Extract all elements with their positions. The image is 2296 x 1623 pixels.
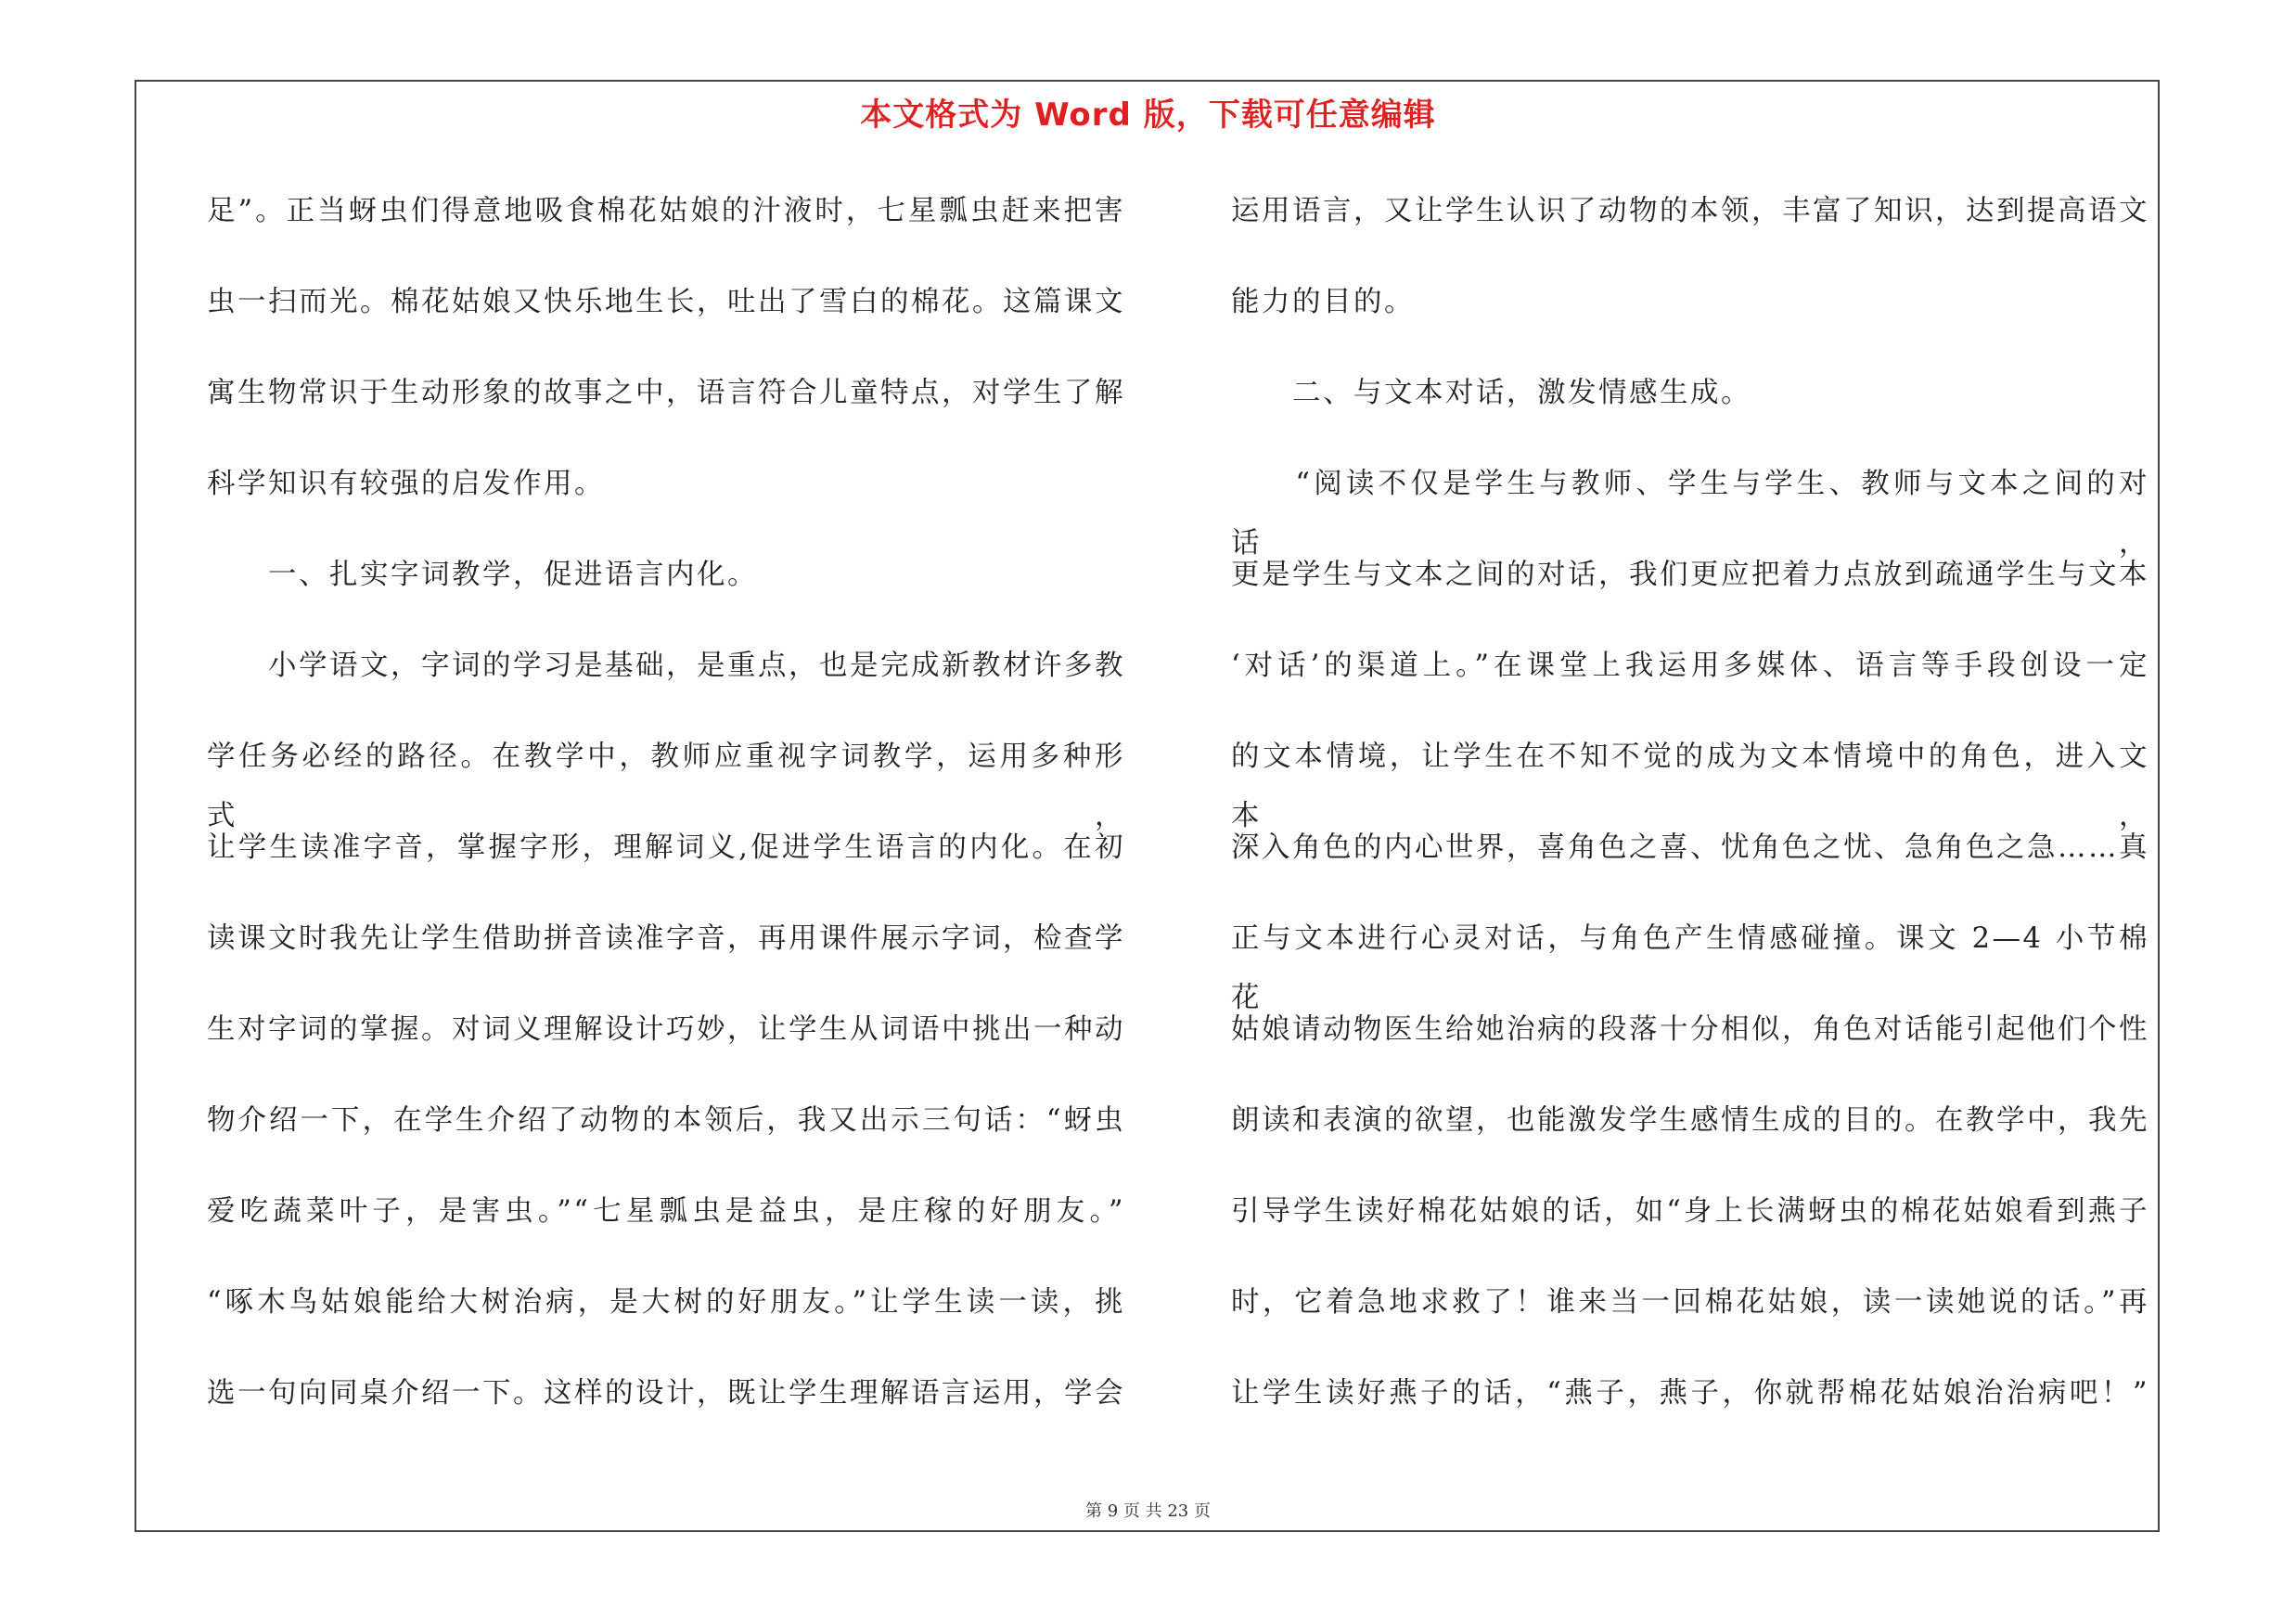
section-heading: 二、与文本对话，激发情感生成。 xyxy=(1231,377,1751,409)
text-line: 时，它着急地求救了！谁来当一回棉花姑娘，读一读她说的话。”再 xyxy=(1231,1286,2149,1319)
text-line: 能力的目的。 xyxy=(1231,286,1415,318)
text-line: 科学知识有较强的启发作用。 xyxy=(207,468,605,500)
text-line: 引导学生读好棉花姑娘的话，如“身上长满蚜虫的棉花姑娘看到燕子 xyxy=(1231,1195,2149,1228)
header-banner: 本文格式为 Word 版，下载可任意编辑 xyxy=(860,97,1436,134)
text-line: 姑娘请动物医生给她治病的段落十分相似，角色对话能引起他们个性 xyxy=(1231,1013,2149,1046)
text-line: ‘对话’的渠道上。”在课堂上我运用多媒体、语言等手段创设一定 xyxy=(1231,650,2149,682)
text-line: 足”。正当蚜虫们得意地吸食棉花姑娘的汁液时，七星瓢虫赶来把害 xyxy=(207,195,1125,227)
text-line: “阅读不仅是学生与教师、学生与学生、教师与文本之间的对话， xyxy=(1231,468,2149,560)
text-line: 小学语文，字词的学习是基础，是重点，也是完成新教材许多教 xyxy=(207,650,1125,682)
left-column xyxy=(207,182,1125,1455)
text-line: 物介绍一下，在学生介绍了动物的本领后，我又出示三句话：“蚜虫 xyxy=(207,1104,1125,1137)
text-line: 深入角色的内心世界，喜角色之喜、忧角色之忧、急角色之急……真 xyxy=(1231,831,2149,864)
text-line: 朗读和表演的欲望，也能激发学生感情生成的目的。在教学中，我先 xyxy=(1231,1104,2149,1137)
text-line: 读课文时我先让学生借助拼音读准字音，再用课件展示字词，检查学 xyxy=(207,922,1125,955)
page-footer: 第 9 页 共 23 页 xyxy=(1085,1501,1211,1521)
section-heading: 一、扎实字词教学，促进语言内化。 xyxy=(207,559,758,591)
text-line: 选一句向同桌介绍一下。这样的设计，既让学生理解语言运用，学会 xyxy=(207,1377,1125,1410)
text-line: 更是学生与文本之间的对话，我们更应把着力点放到疏通学生与文本 xyxy=(1231,559,2149,591)
text-line: 让学生读准字音，掌握字形，理解词义,促进学生语言的内化。在初 xyxy=(207,831,1125,864)
text-line: 寓生物常识于生动形象的故事之中，语言符合儿童特点，对学生了解 xyxy=(207,377,1125,409)
text-line: 爱吃蔬菜叶子，是害虫。”“七星瓢虫是益虫，是庄稼的好朋友。” xyxy=(207,1195,1125,1228)
text-line: “啄木鸟姑娘能给大树治病，是大树的好朋友。”让学生读一读，挑 xyxy=(207,1286,1125,1319)
right-column xyxy=(1231,182,2149,1455)
text-line: 虫一扫而光。棉花姑娘又快乐地生长，吐出了雪白的棉花。这篇课文 xyxy=(207,286,1125,318)
text-line: 的文本情境，让学生在不知不觉的成为文本情境中的角色，进入文本， xyxy=(1231,741,2149,832)
text-line: 让学生读好燕子的话，“燕子，燕子，你就帮棉花姑娘治治病吧！” xyxy=(1231,1377,2149,1410)
text-line: 运用语言，又让学生认识了动物的本领，丰富了知识，达到提高语文 xyxy=(1231,195,2149,227)
text-line: 正与文本进行心灵对话，与角色产生情感碰撞。课文 2—4 小节棉花 xyxy=(1231,922,2149,1014)
text-line: 生对字词的掌握。对词义理解设计巧妙，让学生从词语中挑出一种动 xyxy=(207,1013,1125,1046)
text-line: 学任务必经的路径。在教学中，教师应重视字词教学，运用多种形式， xyxy=(207,741,1125,832)
